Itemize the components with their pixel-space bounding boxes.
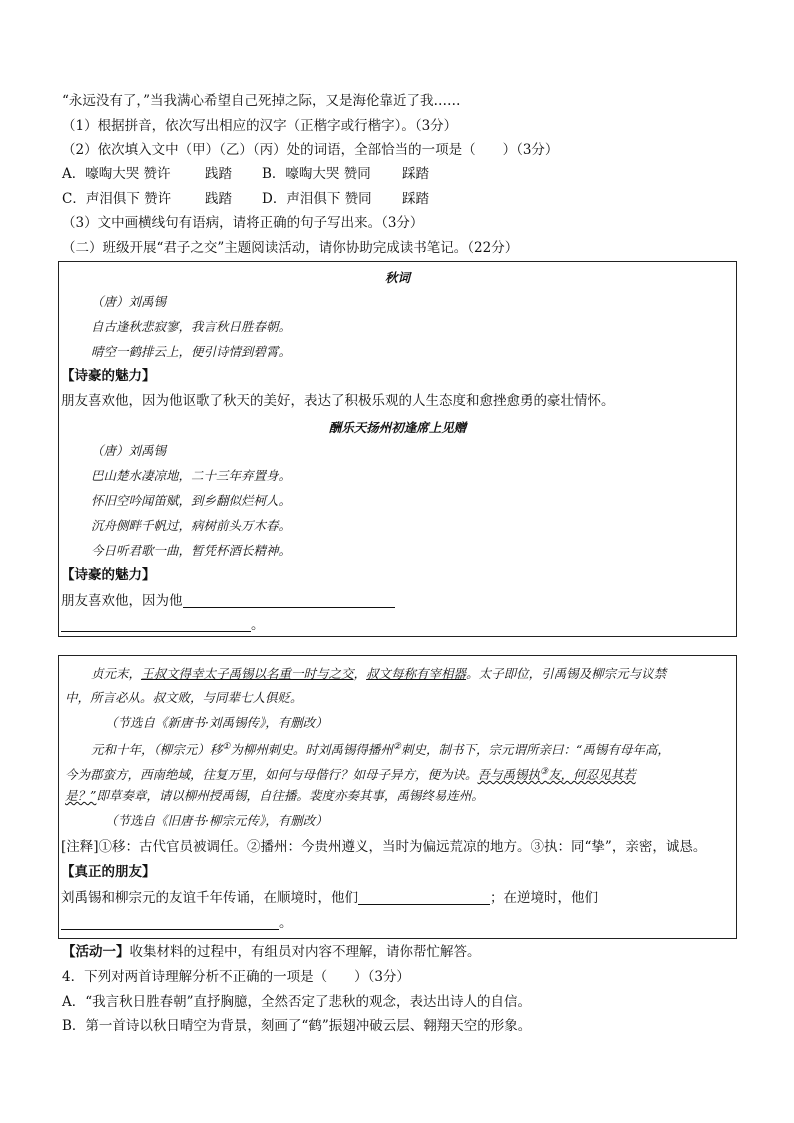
friend-answer-line bbox=[61, 889, 598, 907]
friend-answer-line-2 bbox=[61, 914, 293, 932]
option-d: D．声泪俱下 赞同 bbox=[262, 191, 372, 207]
charm-text-2-prefix: 朋友喜欢他，因为他 bbox=[61, 593, 183, 609]
prose-2-line-2 bbox=[65, 763, 636, 784]
option-a-word: 践踏 bbox=[205, 166, 232, 182]
prose-1-underlined-b: 叔文每称有宰相器 bbox=[366, 666, 467, 681]
answer-blank-2[interactable] bbox=[61, 617, 251, 632]
charm-answer-line-2 bbox=[61, 617, 265, 633]
note-mark-1: ① bbox=[222, 742, 231, 752]
poem1-title: 秋词 bbox=[384, 270, 410, 285]
activity-1-line bbox=[62, 943, 481, 961]
option-b-word: 踩踏 bbox=[402, 166, 429, 182]
question-4-option-a: A．“我言秋日胜春朝”直抒胸臆，全然否定了悲秋的观念，表达出诗人的自信。 bbox=[62, 994, 532, 1010]
friend-end: 。 bbox=[279, 915, 293, 931]
annotation-note: [注释]①移：古代官员被调任。②播州：今贵州遵义，当时为偏远荒凉的地方。③执：同“挚”，亲密，诚恳。 bbox=[61, 839, 707, 855]
prose-2-wavy-text-b: 友，何忍见其若 bbox=[548, 767, 636, 783]
charm-heading-2: 【诗豪的魅力】 bbox=[61, 567, 156, 583]
prose-2-a: 元和十年，（柳宗元）移 bbox=[91, 742, 223, 758]
prose-1-line-2: 中，所言必从。叔文败，与同辈七人俱贬。 bbox=[65, 690, 303, 705]
section-2-heading: （二）班级开展“君子之交”主题阅读活动，请你协助完成读书笔记。（22分） bbox=[62, 240, 519, 256]
poem2-author: （唐）刘禹锡 bbox=[91, 443, 167, 458]
option-c-word: 践踏 bbox=[205, 191, 232, 207]
poem2-line-2: 怀旧空吟闻笛赋，到乡翻似烂柯人。 bbox=[91, 493, 292, 508]
friend-text-b: ；在逆境时，他们 bbox=[490, 890, 598, 906]
answer-blank-4[interactable] bbox=[61, 915, 279, 930]
prose-1-start: 贞元末， bbox=[91, 666, 142, 681]
prose-2-wavy-text-a: 吾与禹锡执 bbox=[477, 767, 541, 783]
poem-box bbox=[58, 261, 737, 637]
charm-heading-1: 【诗豪的魅力】 bbox=[61, 368, 156, 384]
quote-line: “永远没有了，”当我满心希望自己死掉之际，又是海伦靠近了我…… bbox=[62, 93, 461, 109]
prose-2-line-1 bbox=[91, 738, 670, 759]
prose-1-rest: 。太子即位，引禹锡及柳宗元与议禁 bbox=[466, 666, 667, 681]
prose-2-wavy-end: 是？” bbox=[65, 788, 97, 803]
question-4-option-b: B．第一首诗以秋日晴空为背景，刻画了“鹤”振翅冲破云层、翱翔天空的形象。 bbox=[62, 1018, 532, 1034]
prose-1-comma: ， bbox=[353, 666, 367, 681]
source-1: （节选自《新唐书·刘禹锡传》，有删改） bbox=[105, 715, 328, 730]
charm-text-2-end: 。 bbox=[251, 617, 265, 633]
option-c: C．声泪俱下 赞许 bbox=[62, 191, 172, 207]
question-2: （2）依次填入文中（甲）（乙）（丙）处的词语，全部恰当的一项是（ ）（3分） bbox=[62, 142, 559, 158]
prose-2-rest: 即草奏章，请以柳州授禹锡，自往播。裴度亦奏其事，禹锡终易连州。 bbox=[96, 788, 484, 803]
activity-1-text: 收集材料的过程中，有组员对内容不理解，请你帮忙解答。 bbox=[129, 944, 481, 960]
poem2-line-3: 沉舟侧畔千帆过，病树前头万木春。 bbox=[91, 518, 292, 533]
answer-blank-3[interactable] bbox=[358, 890, 490, 905]
prose-2-line-3 bbox=[65, 787, 484, 805]
prose-2-d: 今为郡蛮方，西南绝域，往复万里，如何与母偕行？如母子异方，便为诀。 bbox=[65, 767, 478, 783]
charm-answer-line bbox=[61, 593, 395, 609]
poem1-author: （唐）刘禹锡 bbox=[91, 294, 167, 309]
source-2: （节选自《旧唐书·柳宗元传》，有删改） bbox=[105, 813, 328, 828]
activity-1-label: 【活动一】 bbox=[62, 944, 130, 960]
prose-1-line-1 bbox=[91, 665, 666, 683]
prose-2-c: 刺史，制书下，宗元谓所亲曰：“禹锡有母年高， bbox=[400, 742, 670, 758]
poem2-line-4: 今日听君歌一曲，暂凭杯酒长精神。 bbox=[91, 543, 292, 558]
prose-box bbox=[58, 655, 737, 939]
question-1: （1）根据拼音，依次写出相应的汉字（正楷字或行楷字）。（3分） bbox=[62, 118, 458, 134]
poem2-line-1: 巴山楚水凄凉地，二十三年弃置身。 bbox=[91, 468, 292, 483]
question-3: （3）文中画横线句有语病，请将正确的句子写出来。（3分） bbox=[62, 215, 424, 231]
option-a: A．嚎啕大哭 赞许 bbox=[62, 166, 171, 182]
prose-1-underlined-a: 王叔文得幸太子禹锡以名重一时与之交 bbox=[141, 666, 354, 681]
note-mark-2: ② bbox=[392, 742, 401, 752]
friend-heading: 【真正的朋友】 bbox=[61, 864, 156, 880]
poem2-title: 酬乐天扬州初逢席上见赠 bbox=[328, 420, 467, 435]
option-b: B．嚎啕大哭 赞同 bbox=[262, 166, 371, 182]
poem1-line-2: 晴空一鹤排云上，便引诗情到碧霄。 bbox=[91, 344, 292, 359]
question-4: 4．下列对两首诗理解分析不正确的一项是（ ）（3分） bbox=[62, 969, 410, 985]
poem1-line-1: 自古逢秋悲寂寥，我言秋日胜春朝。 bbox=[91, 319, 292, 334]
note-mark-3: ③ bbox=[540, 767, 549, 777]
answer-blank-1[interactable] bbox=[183, 593, 395, 608]
prose-2-wavy-a bbox=[478, 767, 636, 782]
option-d-word: 踩踏 bbox=[402, 191, 429, 207]
prose-2-b: 为柳州刺史。时刘禹锡得播州 bbox=[230, 742, 393, 758]
charm-text-1: 朋友喜欢他，因为他讴歌了秋天的美好，表达了积极乐观的人生态度和愈挫愈勇的豪壮情怀。 bbox=[61, 393, 615, 409]
friend-text-a: 刘禹锡和柳宗元的友谊千年传诵，在顺境时，他们 bbox=[61, 890, 358, 906]
